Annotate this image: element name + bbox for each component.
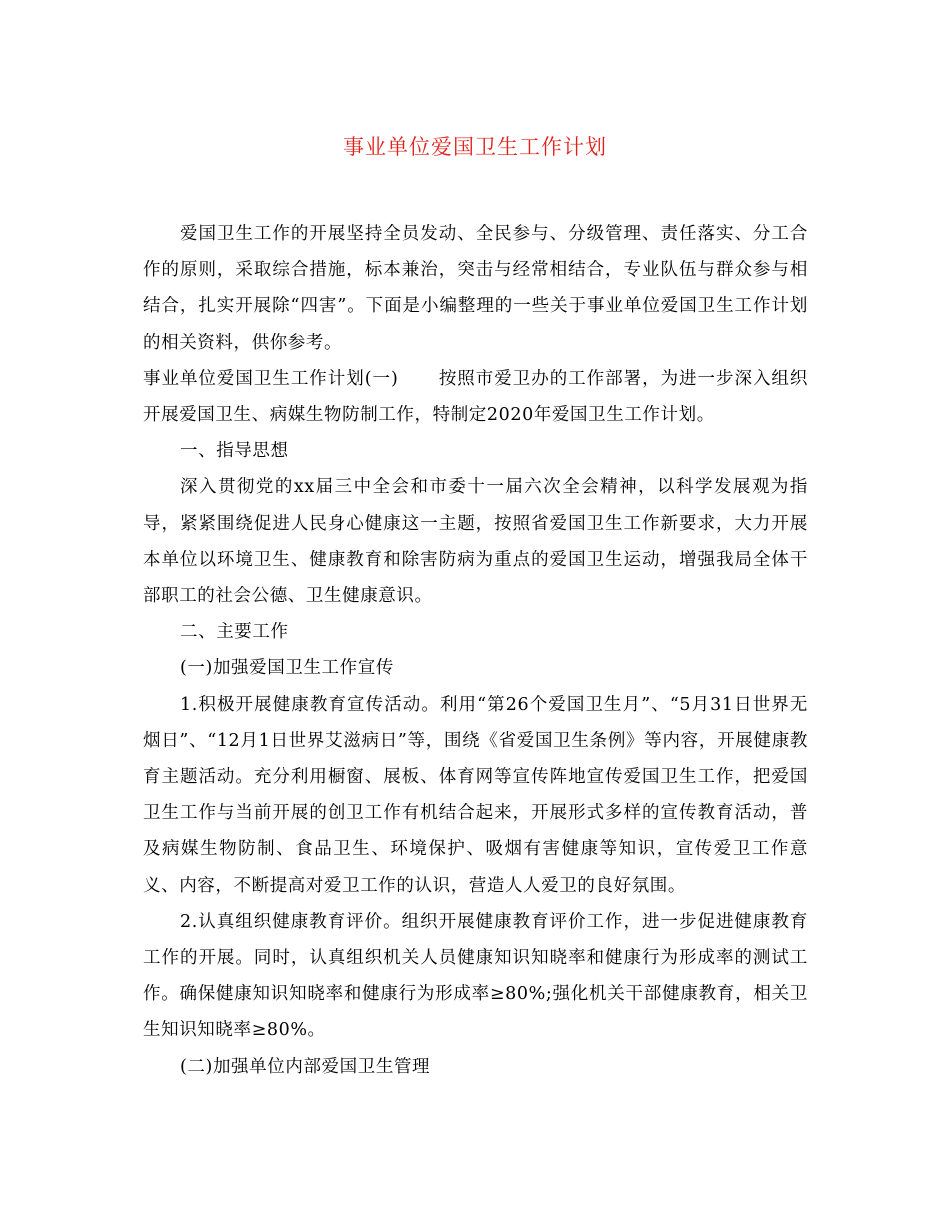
item2-paragraph: 2.认真组织健康教育评价。组织开展健康教育评价工作，进一步促进健康教育工作的开展。同时，认真组织机关人员健康知识知晓率和健康行为形成率的测试工作。确保健康知识知晓率和健康行为形成率≥80%;强化机关干部健康教育，相关卫生知识知晓率≥80%。 [143, 911, 808, 1041]
intro-paragraph: 爱国卫生工作的开展坚持全员发动、全民参与、分级管理、责任落实、分工合作的原则，采取综合措施，标本兼治，突击与经常相结合，专业队伍与群众参与相结合，扎实开展除“四害”。下面是小编整理的一些关于事业单位爱国卫生工作计划的相关资料，供你参考。 [143, 224, 808, 353]
subsection2-heading: (二)加强单位内部爱国卫生管理 [180, 1056, 431, 1077]
section1-paragraph: 深入贯彻党的xx届三中全会和市委十一届六次全会精神，以科学发展观为指导，紧紧围绕促进人民身心健康这一主题，按照省爱国卫生工作新要求，大力开展本单位以环境卫生、健康教育和除害防病为重点的爱国卫生运动，增强我局全体干部职工的社会公德、卫生健康意识。 [143, 477, 808, 607]
section1-heading: 一、指导思想 [180, 441, 289, 462]
section2-heading: 二、主要工作 [180, 622, 289, 643]
document-title: 事业单位爱国卫生工作计划 [343, 135, 607, 159]
subsection1-heading: (一)加强爱国卫生工作宣传 [180, 658, 394, 679]
plan-paragraph [143, 361, 808, 433]
item1-paragraph: 1.积极开展健康教育宣传活动。利用“第26个爱国卫生月”、“5月31日世界无烟日”、“12月1日世界艾滋病日”等，围绕《省爱国卫生条例》等内容，开展健康教育主题活动。充分利用橱窗、展板、体育网等宣传阵地宣传爱国卫生工作，把爱国卫生工作与当前开展的创卫工作有机结合起来，开展形式多样的宣传教育活动，普及病媒生物防制、食品卫生、环境保护、吸烟有害健康等知识，宣传爱卫工作意义、内容，不断提高对爱卫工作的认识，营造人人爱卫的良好氛围。 [143, 694, 808, 896]
plan-heading: 事业单位爱国卫生工作计划(一) [143, 368, 399, 389]
document-body [143, 216, 808, 1085]
plan-intro: 按照市爱卫办的工作部署，为进一步深入组织开展爱国卫生、病媒生物防制工作，特制定2020年爱国卫生工作计划。 [143, 368, 809, 426]
